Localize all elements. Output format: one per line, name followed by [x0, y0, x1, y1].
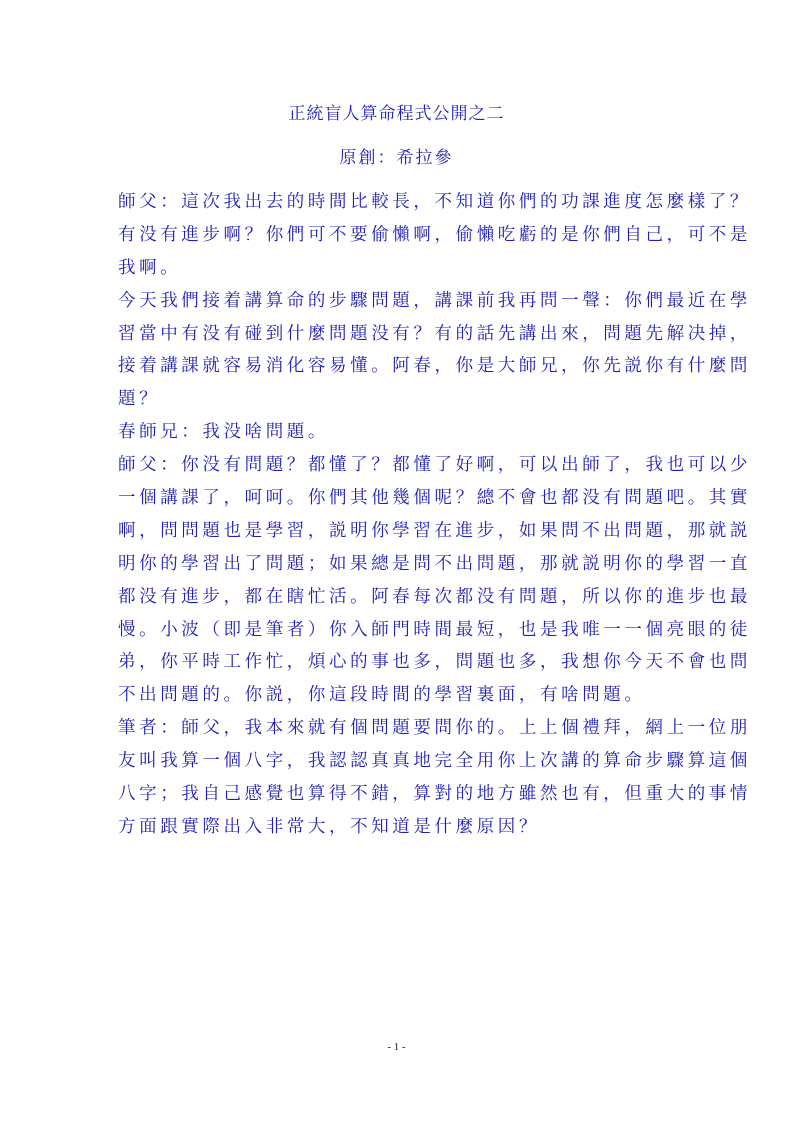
body-line: 接着講課就容易消化容易懂。阿春，你是大師兄，你先説你有什麼問	[118, 356, 751, 377]
body-line: 師父：你没有問題？都懂了？都懂了好啊，可以出師了，我也可以少	[118, 455, 751, 476]
body-line: 師父：這次我出去的時間比較長，不知道你們的功課進度怎麼樣了？	[118, 192, 751, 212]
body-line: 弟，你平時工作忙，煩心的事也多，問題也多，我想你今天不會也問	[118, 652, 751, 673]
body-line: 習當中有没有碰到什麼問題没有？有的話先講出來，問題先解决掉，	[118, 323, 751, 344]
body-line: 有没有進步啊？你們可不要偷懶啊，偷懶吃虧的是你們自己，可不是	[118, 224, 751, 245]
body-line: 友叫我算一個八字，我認認真真地完全用你上次講的算命步驟算這個	[118, 751, 751, 772]
document-author: 原創：希拉參	[339, 148, 454, 168]
body-line: 一個講課了，呵呵。你們其他幾個呢？總不會也都没有問題吧。其實	[118, 488, 751, 509]
body-line: 啊，問問題也是學習，説明你學習在進步，如果問不出問題，那就説	[118, 520, 751, 541]
body-line: 方面跟實際出入非常大，不知道是什麼原因？	[118, 816, 540, 837]
document-body	[118, 186, 751, 844]
body-line: 八字；我自己感覺也算得不錯，算對的地方雖然也有，但重大的事情	[118, 784, 751, 805]
body-line: 明你的學習出了問題；如果總是問不出問題，那就説明你的學習一直	[118, 553, 751, 574]
body-line: 不出問題的。你説，你這段時間的學習裏面，有啥問題。	[118, 685, 646, 706]
body-line: 筆者：師父，我本來就有個問題要問你的。上上個禮拜，網上一位朋	[118, 718, 751, 739]
page-number: - 1 -	[387, 1041, 406, 1053]
body-line: 今天我們接着講算命的步驟問題，講課前我再問一聲：你們最近在學	[118, 290, 751, 311]
body-line: 慢。小波（即是筆者）你入師門時間最短，也是我唯一一個亮眼的徒	[118, 619, 751, 640]
body-line: 題？	[118, 389, 161, 410]
body-line: 春師兄：我没啥問題。	[118, 422, 329, 443]
body-line: 都没有進步，都在瞎忙活。阿春每次都没有問題，所以你的進步也最	[118, 586, 751, 607]
document-title: 正統盲人算命程式公開之二	[288, 104, 505, 124]
body-line: 我啊。	[118, 257, 182, 278]
